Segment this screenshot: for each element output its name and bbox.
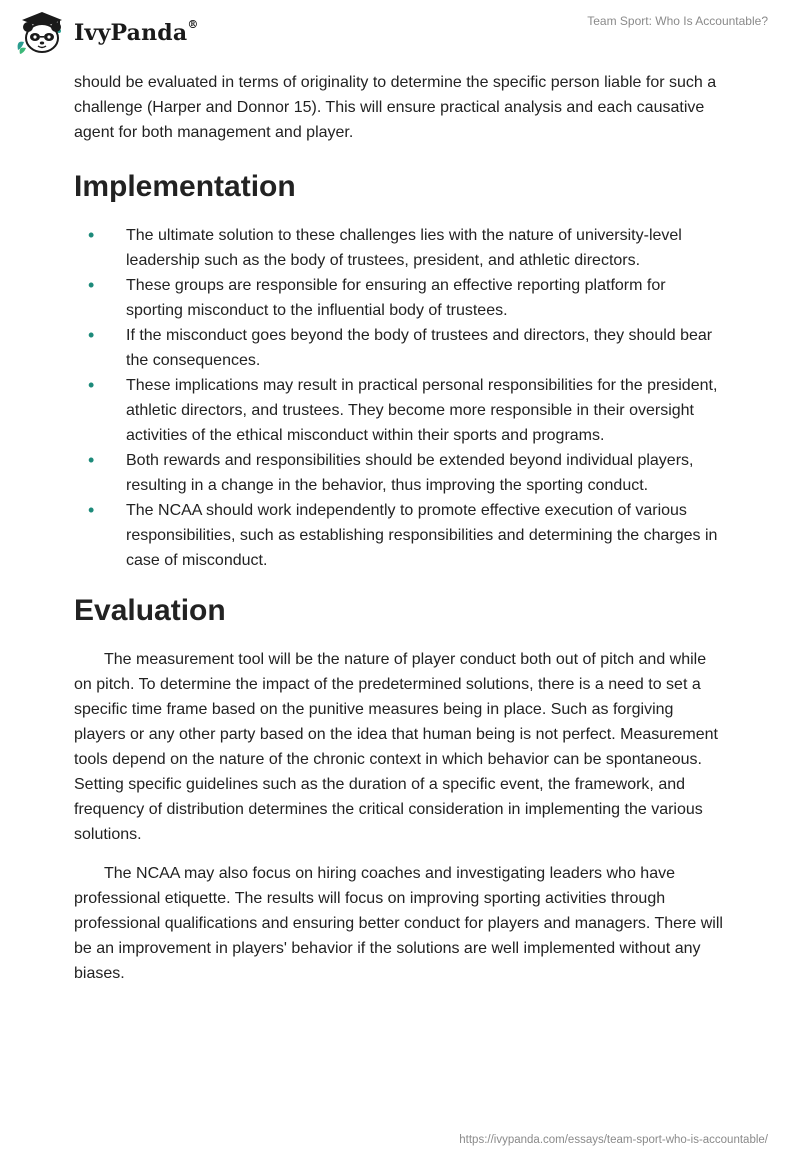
list-item: • These groups are responsible for ensuring an effective reporting platform for sporting misconduct to the influential body of trustees. xyxy=(88,275,666,319)
document-title: Team Sport: Who Is Accountable? xyxy=(587,14,768,28)
bullet-icon: • xyxy=(88,325,95,345)
bullet-icon: • xyxy=(88,500,95,520)
bullet-icon: • xyxy=(88,275,95,295)
essay-content xyxy=(74,70,726,1000)
list-item: • If the misconduct goes beyond the body of trustees and directors, they should bear the consequences. xyxy=(88,325,713,369)
bullet-icon: • xyxy=(88,225,95,245)
evaluation-heading: Evaluation xyxy=(74,594,226,627)
bullet-icon: • xyxy=(88,450,95,470)
evaluation-paragraph-2: The NCAA may also focus on hiring coaches and investigating leaders who have professional etiquette. The results will focus on improving sporting activities through professional qualifications and ensuring better conduct for players and managers. There will be an improvement in players' behavior if the solutions are well implemented without any biases. xyxy=(74,865,723,982)
intro-paragraph: should be evaluated in terms of originality to determine the specific person liable for such a challenge (Harper and Donnor 15). This will ensure practical analysis and each causative agent for both management and player. xyxy=(74,74,717,141)
list-item: • Both rewards and responsibilities should be extended beyond individual players, resulting in a change in the behavior, thus improving the sporting conduct. xyxy=(88,450,694,494)
list-item: • These implications may result in practical personal responsibilities for the president, athletic directors, and trustees. They become more responsible in their oversight activities of the ethical misconduct within their sports and programs. xyxy=(88,375,718,444)
list-item: • The ultimate solution to these challenges lies with the nature of university-level leadership such as the body of trustees, president, and athletic directors. xyxy=(88,225,682,269)
evaluation-paragraph-1: The measurement tool will be the nature of player conduct both out of pitch and while on pitch. To determine the impact of the predetermined solutions, there is a need to set a specific time frame based on the punitive measures being in place. Such as forgiving players or any other party based on the idea that human being is not perfect. Measurement tools depend on the nature of the chronic context in which behavior can be spontaneous. Setting specific guidelines such as the duration of a specific event, the framework, and frequency of distribution determines the critical consideration in implementing the various solutions. xyxy=(74,651,718,843)
registered-mark: ® xyxy=(187,17,199,31)
logo-wordmark: IvyPanda® xyxy=(74,17,199,46)
implementation-list xyxy=(74,223,726,573)
list-item: • The NCAA should work independently to promote effective execution of various responsibilities, such as establishing responsibilities and determining the charges in case of misconduct. xyxy=(88,500,718,569)
source-url-link[interactable]: https://ivypanda.com/essays/team-sport-who-is-accountable/ xyxy=(459,1134,768,1146)
bullet-icon: • xyxy=(88,375,95,395)
panda-mascot-icon xyxy=(14,10,70,56)
implementation-heading: Implementation xyxy=(74,170,296,203)
ivypanda-logo[interactable] xyxy=(14,10,199,56)
